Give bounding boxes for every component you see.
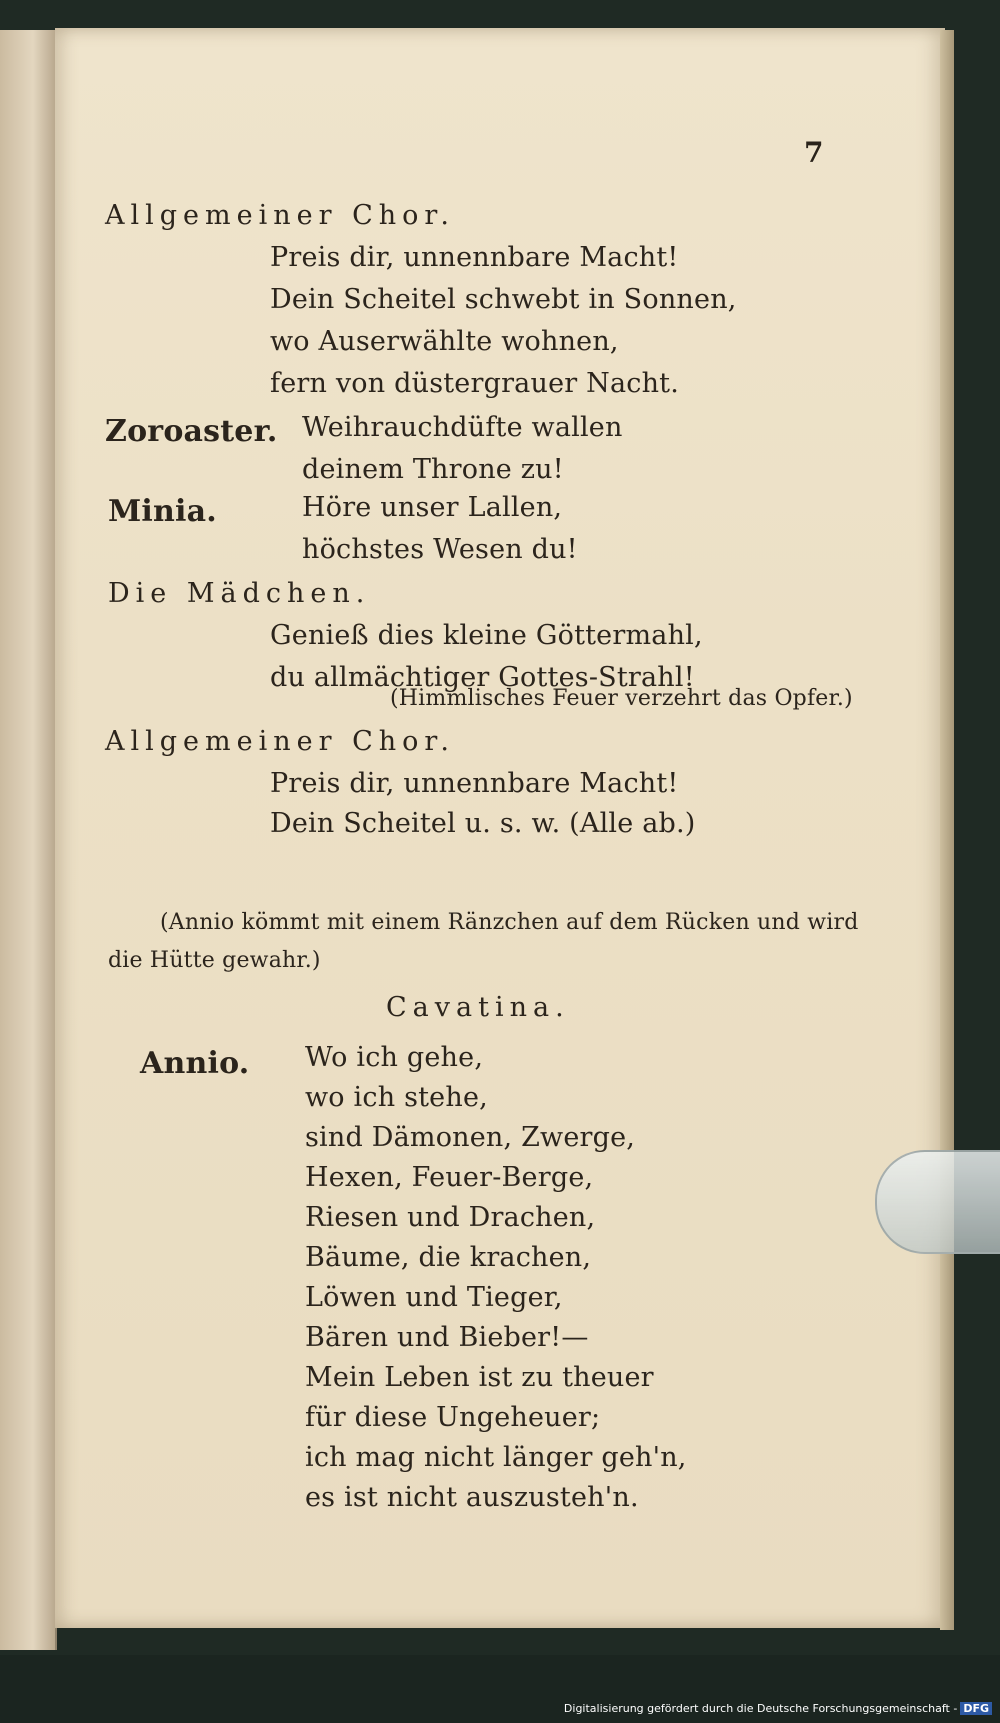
stage-direction: (Himmlisches Feuer verzehrt das Opfer.) [390, 686, 853, 711]
verse-line: wo ich stehe, [305, 1082, 488, 1113]
verse-line: Bären und Bieber!— [305, 1322, 589, 1353]
verse-line: höchstes Wesen du! [302, 534, 578, 565]
verse-line: Löwen und Tieger, [305, 1282, 563, 1313]
verse-line: Bäume, die krachen, [305, 1242, 592, 1273]
verse-line: Preis dir, unnennbare Macht! [270, 768, 679, 799]
verse-line: ich mag nicht länger geh'n, [305, 1442, 687, 1473]
stage-direction: (Annio kömmt mit einem Ränzchen auf dem Rücken und wird [160, 910, 859, 935]
verse-line: Dein Scheitel u. s. w. (Alle ab.) [270, 808, 696, 839]
digitization-footer [564, 1702, 992, 1715]
verse-line: Mein Leben ist zu theuer [305, 1362, 654, 1393]
speaker-line: Die Mädchen. [108, 578, 371, 609]
speaker-line: Annio. [140, 1046, 250, 1081]
verse-line: sind Dämonen, Zwerge, [305, 1122, 636, 1153]
left-page-edge [0, 30, 57, 1650]
verse-line: Riesen und Drachen, [305, 1202, 596, 1233]
verse-line: wo Auserwählte wohnen, [270, 326, 619, 357]
speaker-line: Zoroaster. [105, 414, 278, 449]
stage-direction: die Hütte gewahr.) [108, 948, 321, 973]
speaker-line: Allgemeiner Chor. [105, 200, 455, 231]
verse-line: Genieß dies kleine Göttermahl, [270, 620, 703, 651]
verse-line: Hexen, Feuer-Berge, [305, 1162, 594, 1193]
verse-line: Wo ich gehe, [305, 1042, 484, 1073]
verse-line: du allmächtiger Gottes-Strahl! [270, 662, 695, 693]
verse-line: Höre unser Lallen, [302, 492, 563, 523]
verse-line: fern von düstergrauer Nacht. [270, 368, 680, 399]
verse-line: es ist nicht auszusteh'n. [305, 1482, 639, 1513]
verse-line: für diese Ungeheuer; [305, 1402, 601, 1433]
verse-line: Dein Scheitel schwebt in Sonnen, [270, 284, 737, 315]
page-edge [940, 30, 954, 1630]
page-number: 7 [804, 136, 824, 169]
verse-line: deinem Throne zu! [302, 454, 564, 485]
dfg-logo: DFG [960, 1702, 992, 1715]
speaker-line: Allgemeiner Chor. [105, 726, 455, 757]
speaker-line: Minia. [108, 494, 217, 529]
bookmark-tab [875, 1150, 1000, 1254]
section-heading: Cavatina. [386, 992, 570, 1023]
verse-line: Weihrauchdüfte wallen [302, 412, 623, 443]
footer-text: Digitalisierung gefördert durch die Deutsche Forschungsgemeinschaft - [563, 1702, 958, 1715]
verse-line: Preis dir, unnennbare Macht! [270, 242, 679, 273]
